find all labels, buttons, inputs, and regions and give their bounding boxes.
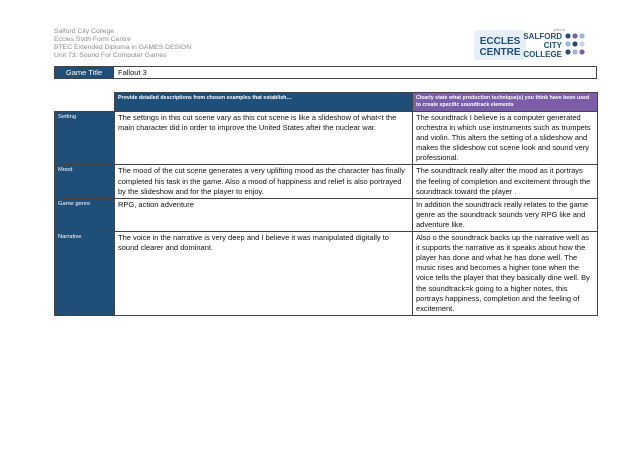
salford-city-college-logo [523, 26, 596, 62]
header-course: BTEC Extended Diploma in GAMES DESIGN [54, 44, 192, 51]
narrative-description: The voice in the narrative is very deep and I believe it was manipulated digitally to sound clearer and dominant. [115, 232, 413, 316]
mood-technique: The soundtrack really alter the mood as it portrays the feeling of completion and excitement through the soundtrack toward the player . [413, 165, 598, 198]
document-header [54, 28, 191, 60]
mood-description: The mood of the cut scene generates a very uplifting mood as the character has finally completed his task in the game. Also a mood of happiness and relief is also portrayed by the slideshow and for the player to enjoy. [115, 165, 413, 198]
table-row [55, 112, 598, 165]
logo-city: CITY [543, 41, 562, 50]
logo-dots [565, 33, 584, 54]
header-production-technique: Clearly state what production technique(s) you think have been used to create specific soundtrack elements [413, 93, 598, 112]
table-row [55, 165, 598, 198]
narrative-technique: Also o the soundtrack backs up the narrative well as it supports the narrative as it speaks about how the player has done and what he has done well. The music rises and becomes a higher tone when the voice tells the player that they basically dine well. By the soundtrack=k going to a higher notes, this portrays happiness, completion and the feeling of excitement. [413, 232, 598, 316]
table-row [55, 232, 598, 316]
game-genre-technique: In addition the soundtrack really relates to the game genre as the soundtrack sounds very RPG like and adventure like. [413, 198, 598, 231]
table-row [55, 198, 598, 231]
setting-technique: The soundtrack I believe is a computer generated orchestra in which use instruments such as trumpets and violin. This alters the setting of a slideshow and makes the slideshow cut scene look and sound very professional. [413, 112, 598, 165]
setting-description: The settings in this cut scene vary as this cut scene is like a slideshow of what<t the main character did in order to improve the United States after the nuclear war. [115, 112, 413, 165]
row-label-narrative: Narrative [55, 232, 115, 316]
row-label-game-genre: Game genre [55, 198, 115, 231]
header-centre: Eccles Sixth Form Centre [54, 36, 132, 43]
header-unit: Unit 73: Sound For Computer Games [54, 52, 167, 59]
header-descriptions: Provide detailed descriptions from chosen examples that establish… [115, 93, 413, 112]
header-college: Salford City College [54, 28, 115, 35]
game-title-label: Game Title [55, 67, 114, 78]
logo-college: COLLEGE [523, 50, 562, 59]
game-title-value: Fallout 3 [118, 68, 147, 77]
analysis-table [54, 92, 598, 316]
centre-logo-text: CENTRE [479, 47, 521, 58]
logo-salford: SALFORD [523, 32, 562, 41]
game-title-row [54, 66, 597, 79]
header-blank-cell [55, 93, 115, 112]
table-header-row [55, 93, 598, 112]
logo-part-of: part of [554, 27, 566, 32]
row-label-setting: Setting [55, 112, 115, 165]
eccles-centre-logo [470, 28, 530, 62]
row-label-mood: Mood [55, 165, 115, 198]
game-genre-description: RPG, action adventure [115, 198, 413, 231]
eccles-logo-text: ECCLES [479, 36, 521, 47]
